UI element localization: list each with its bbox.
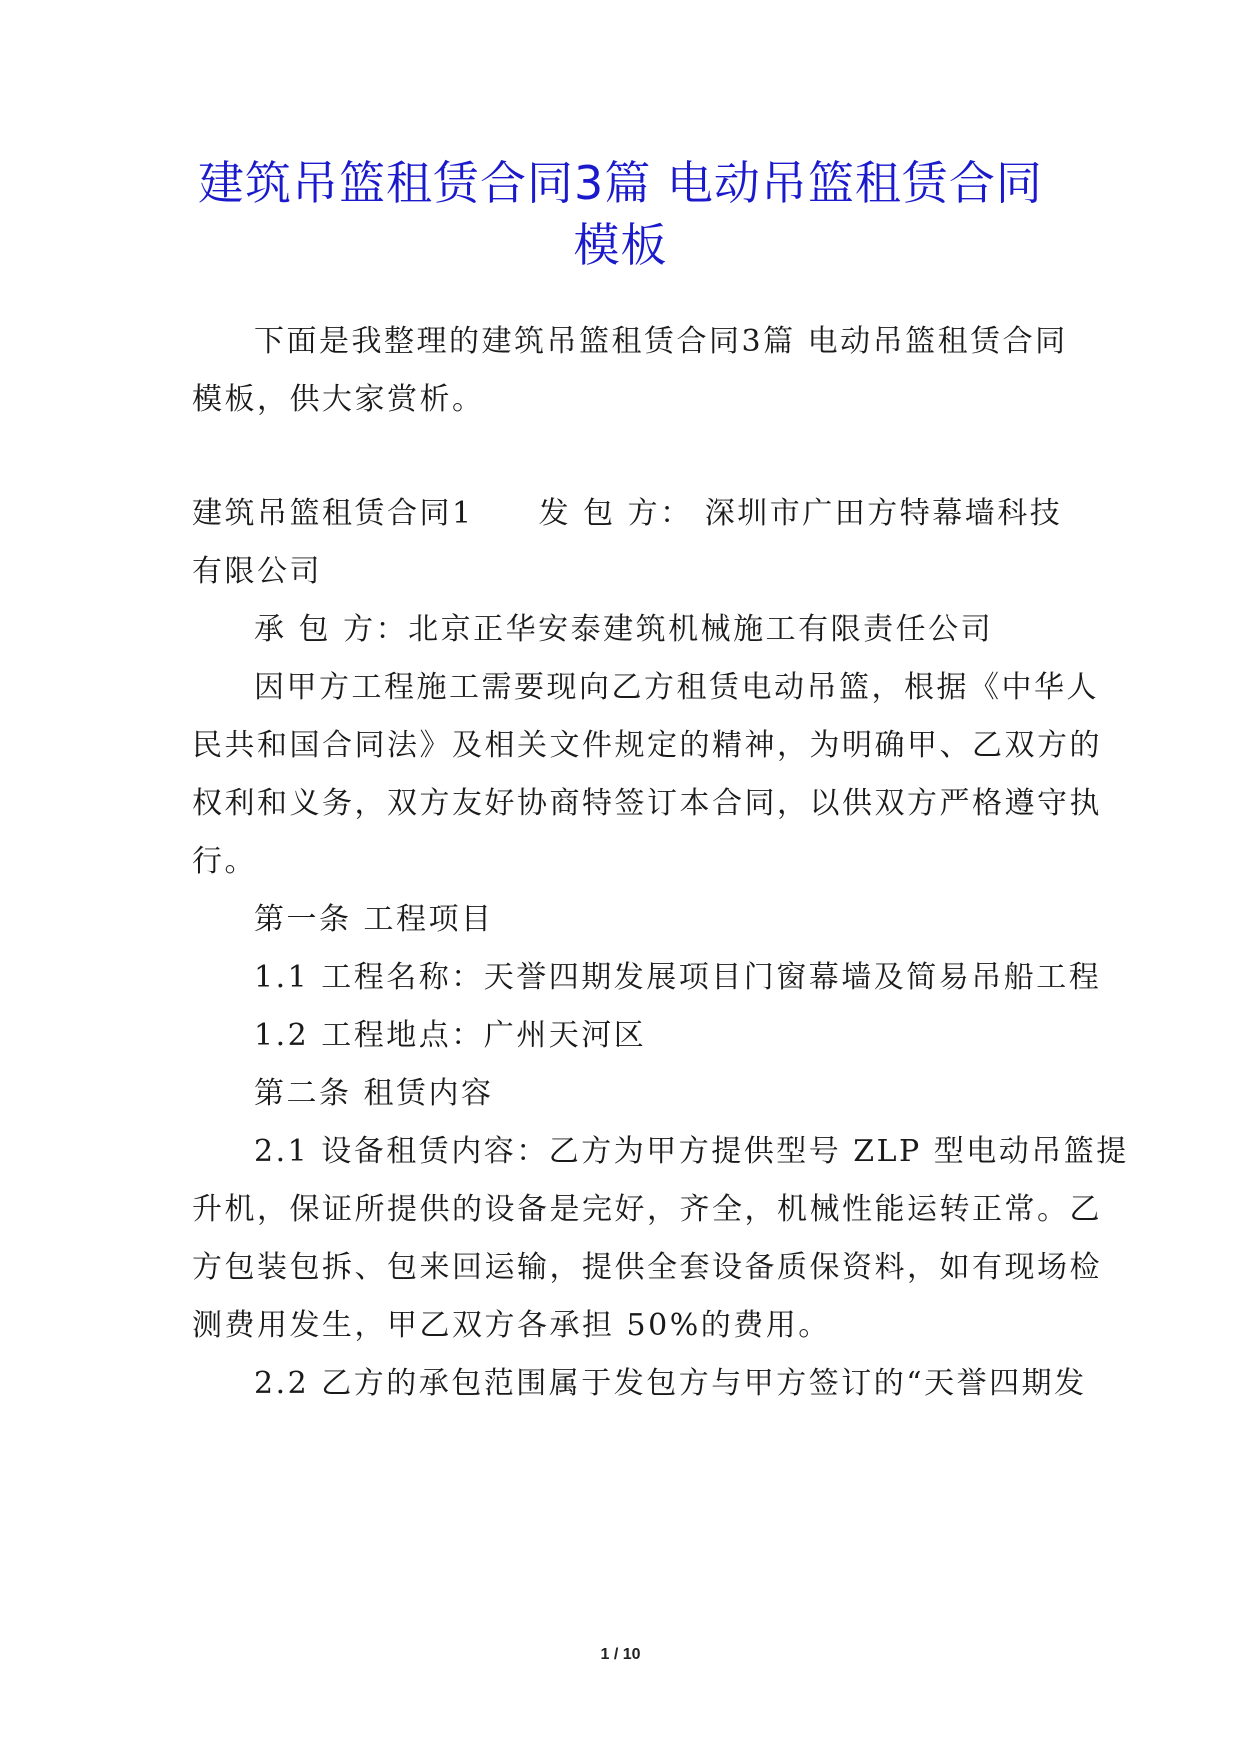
document-title-line-2: 模板 <box>573 218 668 272</box>
contract-party-a-line-2: 有限公司 <box>192 554 322 589</box>
intro-paragraph-line-1: 下面是我整理的建筑吊篮租赁合同3篇 电动吊篮租赁合同 <box>254 324 1068 359</box>
article-1-heading: 第一条 工程项目 <box>254 902 494 937</box>
document-title-line-1: 建筑吊篮租赁合同3篇 电动吊篮租赁合同 <box>198 156 1043 210</box>
page-number: 1 / 10 <box>600 1646 641 1663</box>
article-1-item-2: 1.2 工程地点：广州天河区 <box>254 1018 647 1053</box>
article-2-item-1-line-1: 2.1 设备租赁内容：乙方为甲方提供型号 ZLP 型电动吊篮提 <box>254 1134 1129 1169</box>
article-2-item-1-line-3: 方包装包拆、包来回运输，提供全套设备质保资料，如有现场检 <box>192 1250 1102 1285</box>
contract-party-b-line: 承 包 方：北京正华安泰建筑机械施工有限责任公司 <box>254 612 994 647</box>
preamble-line-3: 权利和义务，双方友好协商特签订本合同，以供双方严格遵守执 <box>192 786 1102 821</box>
preamble-line-4: 行。 <box>192 844 257 879</box>
contract-heading-line: 建筑吊篮租赁合同1 发 包 方： 深圳市广田方特幕墙科技 <box>192 496 1063 531</box>
intro-paragraph-line-2: 模板，供大家赏析。 <box>192 382 485 417</box>
article-2-item-2-line-1: 2.2 乙方的承包范围属于发包方与甲方签订的“天誉四期发 <box>254 1366 1087 1401</box>
article-2-item-1-line-2: 升机，保证所提供的设备是完好，齐全，机械性能运转正常。乙 <box>192 1192 1102 1227</box>
article-2-item-1-line-4: 测费用发生，甲乙双方各承担 50%的费用。 <box>192 1308 831 1343</box>
preamble-line-2: 民共和国合同法》及相关文件规定的精神，为明确甲、乙双方的 <box>192 728 1102 763</box>
article-2-heading: 第二条 租赁内容 <box>254 1076 494 1111</box>
article-1-item-1: 1.1 工程名称：天誉四期发展项目门窗幕墙及简易吊船工程 <box>254 960 1102 995</box>
preamble-line-1: 因甲方工程施工需要现向乙方租赁电动吊篮，根据《中华人 <box>254 670 1099 705</box>
